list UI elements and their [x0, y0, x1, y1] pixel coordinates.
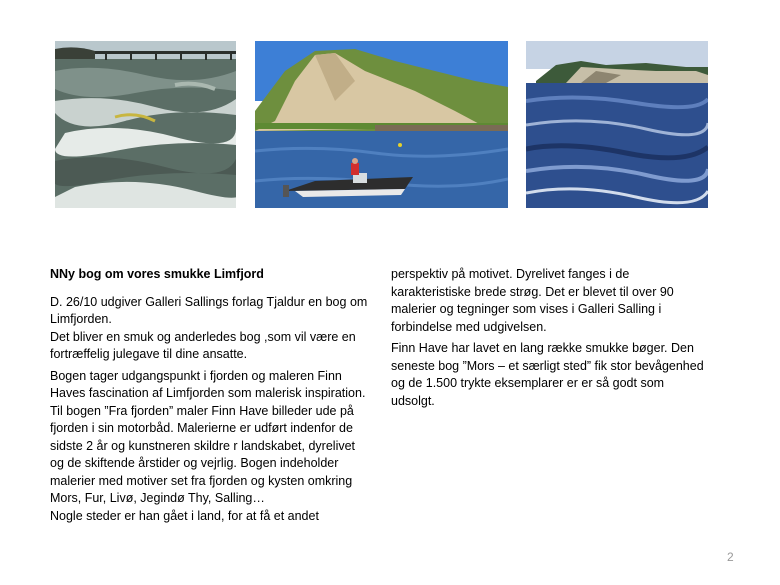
text-line: Limfjorden.	[50, 312, 112, 326]
page-number: 2	[727, 550, 734, 564]
text-line: Haves fascination af Limfjorden som malerisk inspiration.	[50, 386, 366, 400]
text-line: seneste bog ”Mors – et særligt sted” fik stor bevågenhed	[391, 358, 704, 373]
text-line: fjorden i sin motorbåd. Malerierne er udført indenfor de	[50, 421, 353, 435]
paragraph	[391, 340, 731, 410]
painting-blue-water-image	[526, 41, 708, 208]
text-line: Nogle steder er han gået i land, for at få et andet	[50, 508, 319, 523]
text-line: Bogen tager udgangspunkt i fjorden og maleren Finn	[50, 368, 342, 383]
text-line: karakteristiske brede strøg. Det er blevet til over 90	[391, 284, 674, 299]
text-line: fortræffelig julegave til dine ansatte.	[50, 347, 248, 361]
paragraph	[391, 266, 731, 336]
text-line: sidste 2 år og kunstneren skildre r landskabet, dyrelivet	[50, 438, 356, 453]
paragraph	[50, 294, 385, 364]
article-title: NNy bog om vores smukke Limfjord	[50, 267, 264, 281]
paragraph	[50, 368, 385, 526]
article-left-column	[50, 266, 385, 529]
text-line: forbindelse med udgivelsen.	[391, 319, 547, 334]
text-line: malerier med motiver set fra fjorden og kysten omkring	[50, 473, 353, 488]
text-line: og de 1.500 trykte eksemplarer er er så godt som	[391, 376, 665, 390]
boat-cliff-photo	[255, 41, 508, 208]
text-line: Finn Have har lavet en lang række smukke bøger. Den	[391, 341, 694, 355]
text-line: og de skiftende årstider og vejrlig. Bogen indeholder	[50, 456, 339, 470]
text-line: Det bliver en smuk og anderledes bog ,som vil være en	[50, 329, 356, 344]
text-line: malerier og tegninger som vises i Galleri Salling i	[391, 302, 662, 316]
text-line: D. 26/10 udgiver Galleri Sallings forlag Tjaldur en bog om	[50, 294, 368, 309]
painting-water-bridge-image	[55, 41, 236, 208]
article-right-column	[391, 266, 731, 414]
text-line: Til bogen ”Fra fjorden” maler Finn Have billeder ude på	[50, 403, 354, 418]
text-line: perspektiv på motivet. Dyrelivet fanges i de	[391, 267, 630, 281]
text-line: Mors, Fur, Livø, Jegindø Thy, Salling…	[50, 491, 265, 505]
text-line: udsolgt.	[391, 393, 435, 408]
